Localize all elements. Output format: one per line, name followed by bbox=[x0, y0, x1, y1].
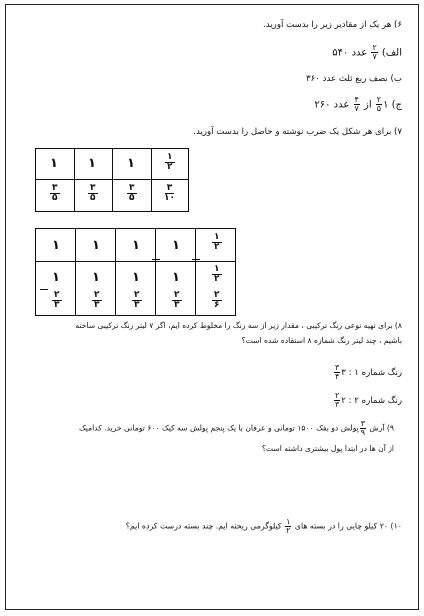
grid1-cell-2: ۱ bbox=[88, 156, 96, 171]
q6-c-text: عدد ۲۶۰ bbox=[314, 99, 350, 111]
q10-prefix: ۱۰) ۲۰ کیلو چایی را در بسته های bbox=[294, 521, 402, 531]
grid2-divider bbox=[36, 261, 235, 262]
grid1-divider bbox=[36, 179, 188, 180]
grid2-bottom-4: ۲ ۳ bbox=[174, 290, 180, 310]
grid2-mid-2: ۱ bbox=[92, 270, 100, 285]
q6-c-fraction2: $\frac{۴}{۷}$ bbox=[354, 95, 359, 113]
q8-color2-label: رنگ شماره ۲ : bbox=[348, 396, 402, 406]
q6-c-whole: ۱ bbox=[383, 99, 389, 111]
q6-heading: ۶) هر یک از مقادیر زیر را بدست آورید. bbox=[263, 20, 402, 30]
q8-color1-label: رنگ شماره ۱ : bbox=[348, 368, 402, 378]
q9-prefix: ۹) آرش bbox=[369, 423, 394, 433]
grid1-bottom-4: ۳ ۱۰ bbox=[164, 183, 175, 203]
grid2-cell-half: ۱ ۲ bbox=[214, 232, 220, 252]
grid2-mid-1: ۱ bbox=[52, 270, 60, 285]
q7-grid1 bbox=[35, 148, 189, 212]
grid2-tick bbox=[192, 259, 200, 260]
grid2-mid-3: ۱ bbox=[132, 270, 140, 285]
q8-line1: ۸) برای تهیه نوعی رنگ ترکیبی ، مقدار زیر از سه رنگ را مخلوط کرده ایم، اگر ۷ لیتر رنگ ترکیبی ساخته bbox=[75, 321, 402, 330]
q6-a-prefix: الف) bbox=[381, 47, 402, 59]
q7-heading: ۷) برای هر شکل یک ضرب نوشته و حاصل را بدست آورید. bbox=[193, 127, 402, 137]
q8-color1 bbox=[333, 364, 402, 381]
grid1-cell-1: ۱ bbox=[50, 156, 58, 171]
q8-color2-whole: ۲ bbox=[341, 396, 346, 406]
q6-c-prefix: ج) bbox=[391, 99, 402, 111]
grid2-bottom-1: ۲ ۳ bbox=[54, 290, 60, 310]
grid2-tick bbox=[152, 259, 160, 260]
q8-line2: باشیم ، چند لیتر رنگ شماره ۸ استفاده شده است؟ bbox=[241, 336, 402, 345]
grid2-bottom-3: ۲ ۳ bbox=[134, 290, 140, 310]
q6-a-text: عدد ۵۴۰ bbox=[332, 47, 368, 59]
grid2-bottom-2: ۲ ۳ bbox=[94, 290, 100, 310]
q6-c-fraction1: $\frac{۲}{۵}$ bbox=[376, 95, 382, 113]
q9-line2: از آن ها در ابتدا پول بیشتری داشته است؟ bbox=[261, 444, 394, 453]
grid1-cell-3: ۱ bbox=[127, 156, 135, 171]
q8-color1-fraction: $\frac{۳}{۴}$ bbox=[334, 363, 340, 381]
grid1-bottom-1: ۳ ۵ bbox=[52, 183, 58, 203]
q9-line1 bbox=[79, 420, 394, 437]
grid2-mid-4: ۱ bbox=[172, 270, 180, 285]
q9-text: پولش دو بفک ۱۵۰۰ تومانی و عرفان با یک پنجم پولش سه کیک ۶۰۰ تومانی خرید. کدامیک bbox=[78, 423, 359, 433]
grid2-cell-2: ۱ bbox=[92, 238, 100, 253]
q10-fraction: $\frac{۱}{۲}$ bbox=[286, 517, 291, 535]
grid2-cell-1: ۱ bbox=[52, 238, 60, 253]
grid2-bottom-5: ۲ ۶ bbox=[214, 290, 220, 310]
grid2-cell-4: ۱ bbox=[172, 238, 180, 253]
q8-color2 bbox=[333, 392, 402, 409]
grid2-mid-half: ۱ ۲ bbox=[214, 264, 220, 284]
q6-part-b: ب) نصف ربع ثلث عدد ۳۶۰ bbox=[306, 74, 402, 84]
grid2-cell-3: ۱ bbox=[132, 238, 140, 253]
grid1-bottom-3: ۳ ۵ bbox=[129, 183, 135, 203]
q6-part-a bbox=[332, 44, 402, 61]
q9-fraction: $\frac{۳}{۹}$ bbox=[360, 419, 366, 437]
q10-line bbox=[126, 518, 402, 535]
q10-text: کیلوگرمی ریخته ایم. چند بسته درست کرده ایم؟ bbox=[125, 521, 282, 531]
q6-c-mid: از bbox=[363, 99, 372, 111]
q7-grid2 bbox=[35, 228, 236, 316]
q6-a-fraction: $\frac{۲}{۷}$ bbox=[372, 43, 377, 61]
grid1-bottom-2: ۳ ۵ bbox=[90, 183, 96, 203]
grid1-cell-half: ۱ ۲ bbox=[167, 152, 173, 172]
q8-color1-whole: ۳ bbox=[341, 368, 346, 378]
grid2-tick bbox=[40, 289, 48, 290]
q8-color2-fraction: $\frac{۲}{۳}$ bbox=[334, 391, 340, 409]
q6-part-c bbox=[314, 96, 402, 113]
